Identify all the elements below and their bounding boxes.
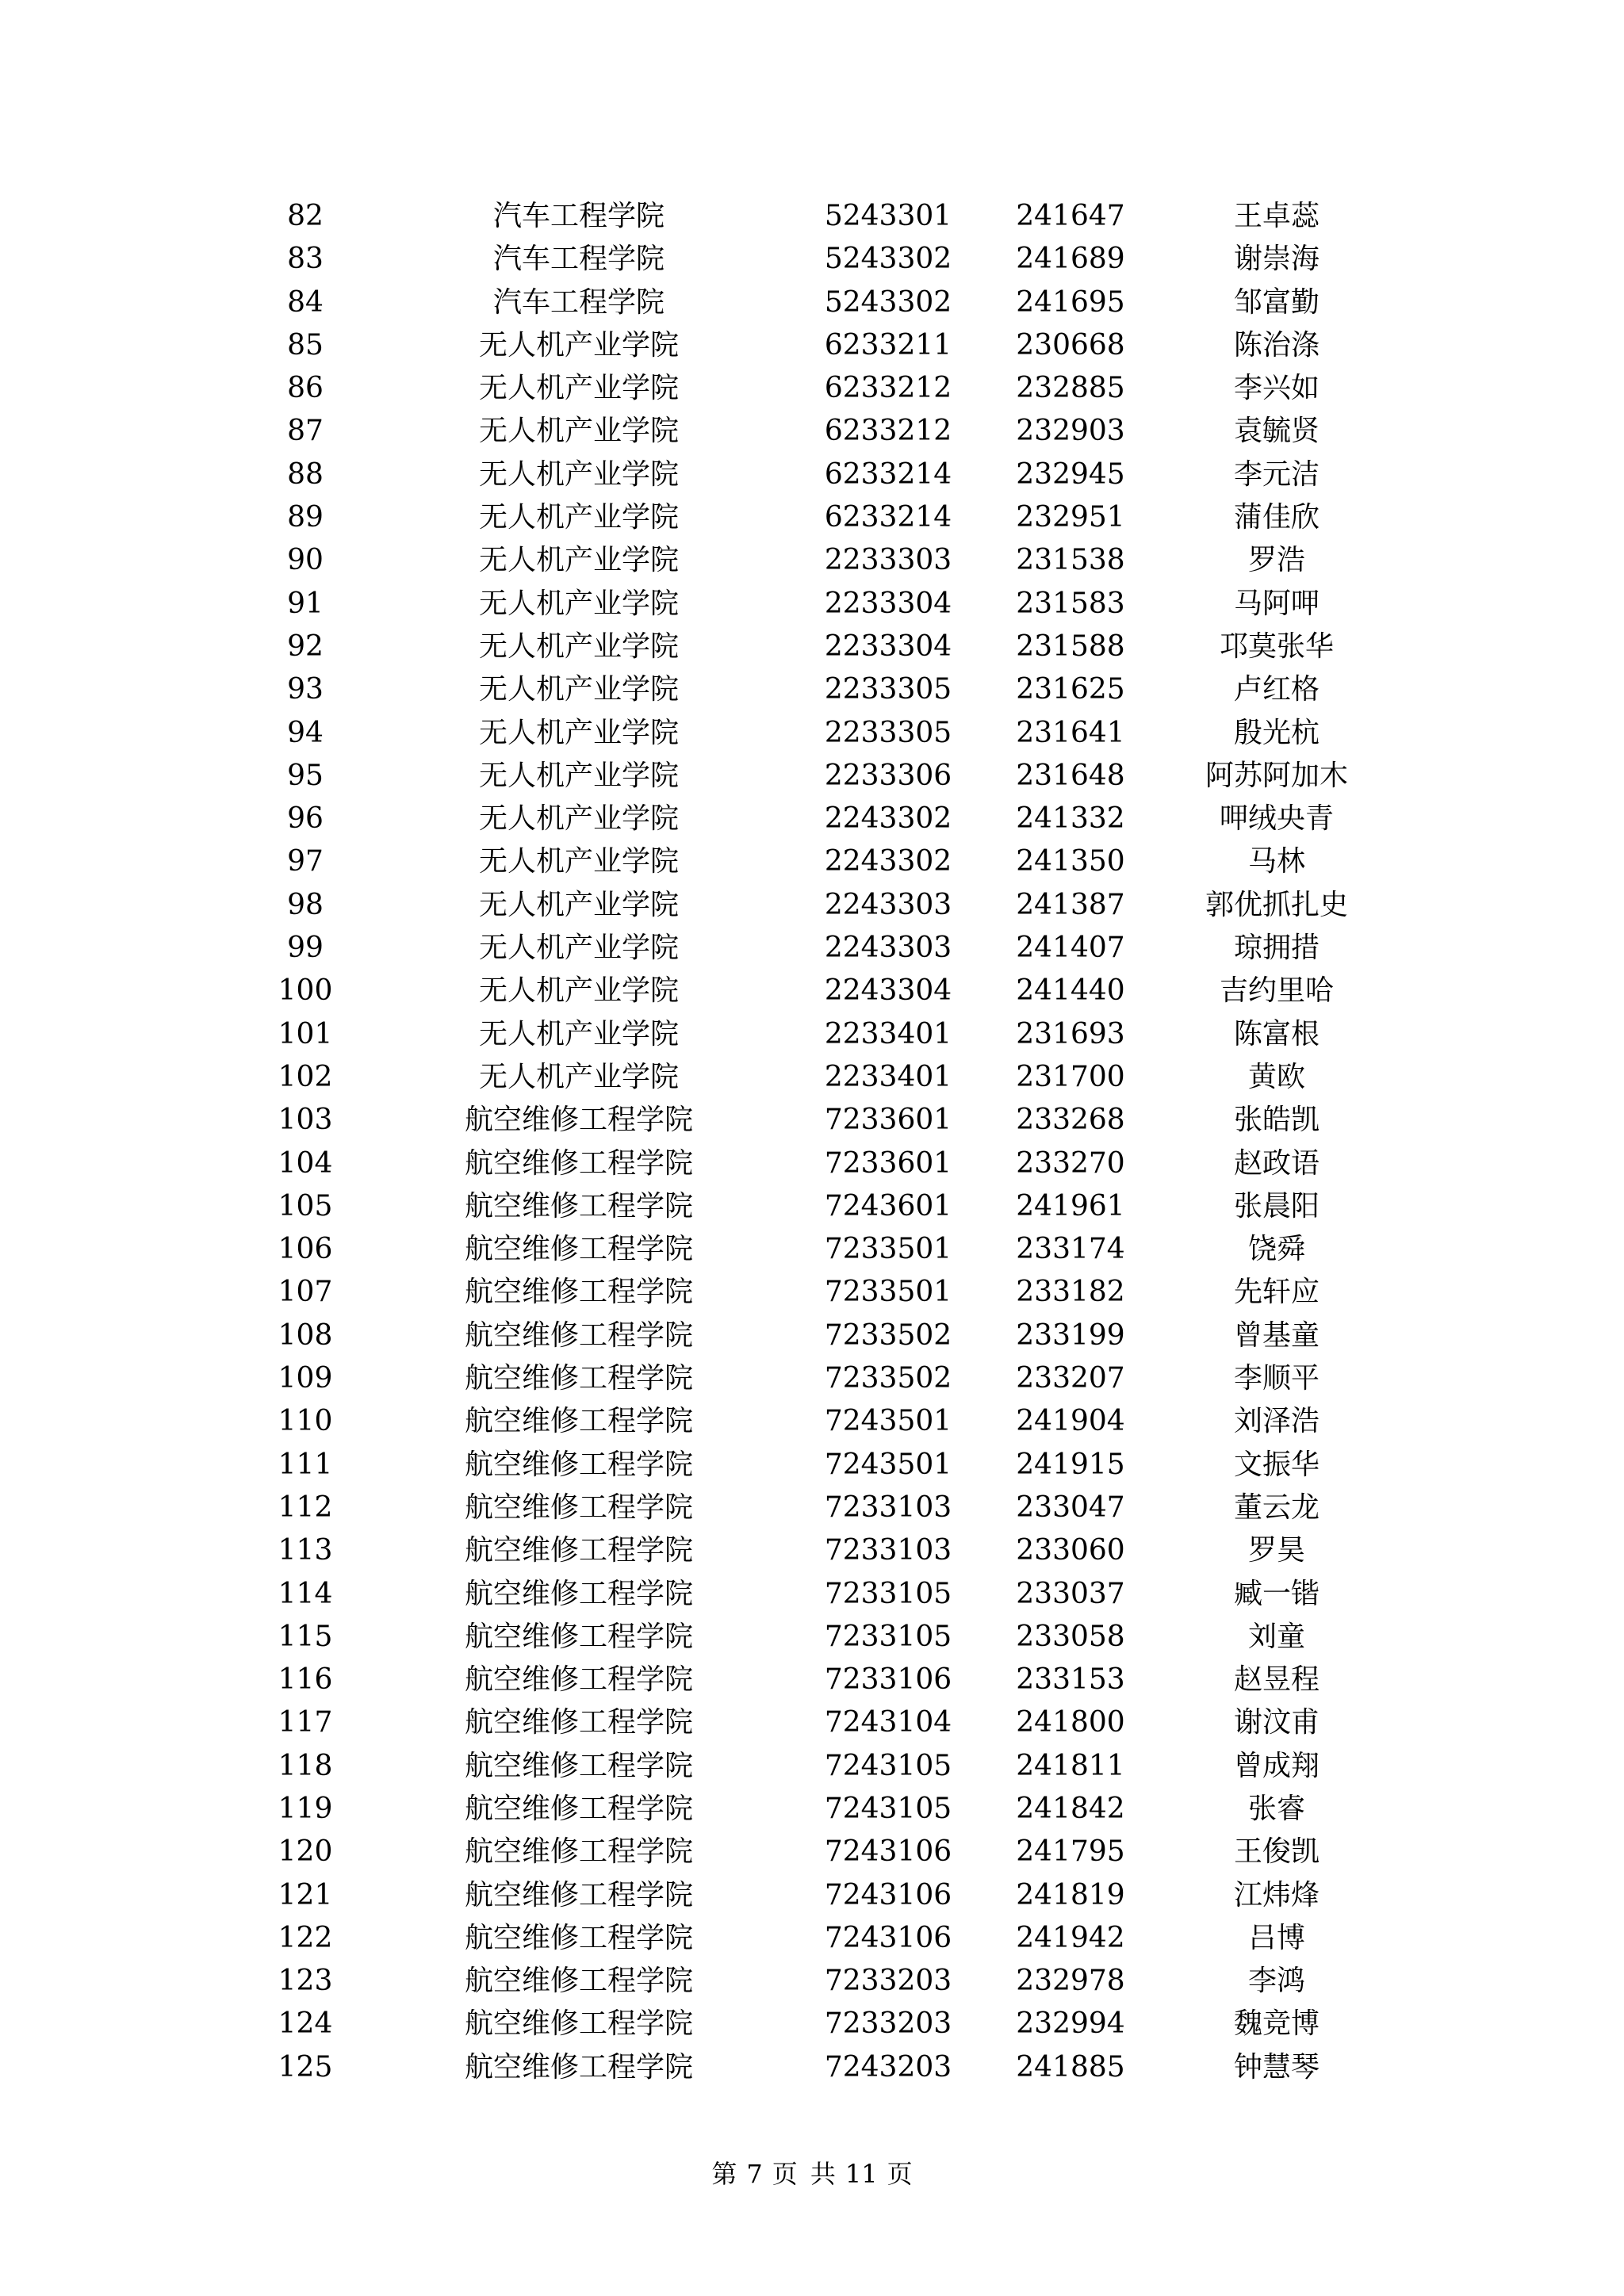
table-row: [0, 798, 1624, 840]
college-name-cell: 航空维修工程学院: [464, 1706, 693, 1739]
table-row: [0, 410, 1624, 453]
student-id-cell: 232945: [1016, 457, 1125, 491]
table-row: [0, 2046, 1624, 2089]
table-row: [0, 1960, 1624, 2003]
table-row: [0, 712, 1624, 755]
student-name-cell: 王俊凯: [1233, 1835, 1320, 1869]
class-code-cell: 5243302: [824, 243, 952, 276]
college-name-cell: 航空维修工程学院: [464, 1104, 693, 1137]
row-number-cell: 82: [287, 200, 324, 232]
student-id-cell: 241842: [1016, 1792, 1125, 1825]
college-name-cell: 无人机产业学院: [478, 328, 679, 362]
class-code-cell: 7233203: [824, 2007, 952, 2041]
college-name-cell: 无人机产业学院: [478, 673, 679, 706]
class-code-cell: 6233211: [824, 328, 952, 362]
student-name-cell: 殷光杭: [1233, 716, 1320, 749]
student-name-cell: 马林: [1247, 845, 1305, 878]
college-name-cell: 无人机产业学院: [478, 802, 679, 836]
table-row: [0, 1831, 1624, 1873]
student-name-cell: 先轩应: [1233, 1276, 1320, 1309]
college-name-cell: 无人机产业学院: [478, 759, 679, 792]
college-name-cell: 航空维修工程学院: [464, 1792, 693, 1825]
class-code-cell: 2243303: [824, 888, 952, 921]
student-id-cell: 241647: [1016, 200, 1125, 232]
student-id-cell: 231583: [1016, 587, 1125, 620]
row-number-cell: 111: [278, 1448, 333, 1481]
college-name-cell: 无人机产业学院: [478, 544, 679, 577]
row-number-cell: 94: [287, 716, 324, 749]
student-name-cell: 陈治涤: [1233, 328, 1320, 362]
class-code-cell: 7243601: [824, 1189, 952, 1223]
college-name-cell: 无人机产业学院: [478, 1017, 679, 1050]
college-name-cell: 航空维修工程学院: [464, 1490, 693, 1524]
college-name-cell: 航空维修工程学院: [464, 2050, 693, 2084]
page-footer-middle: 页 共: [772, 2159, 836, 2189]
row-number-cell: 124: [278, 2007, 333, 2041]
table-row: [0, 583, 1624, 626]
college-name-cell: 航空维修工程学院: [464, 1189, 693, 1223]
class-code-cell: 7243106: [824, 1835, 952, 1869]
student-name-cell: 赵政语: [1233, 1146, 1320, 1180]
college-name-cell: 航空维修工程学院: [464, 1362, 693, 1395]
class-code-cell: 7243106: [824, 1878, 952, 1911]
row-number-cell: 93: [287, 673, 324, 706]
student-name-cell: 阿苏阿加木: [1205, 759, 1348, 792]
row-number-cell: 114: [278, 1577, 333, 1610]
class-code-cell: 7233502: [824, 1318, 952, 1352]
class-code-cell: 7233601: [824, 1146, 952, 1180]
student-name-cell: 卢红格: [1233, 673, 1320, 706]
college-name-cell: 航空维修工程学院: [464, 1577, 693, 1610]
college-name-cell: 航空维修工程学院: [464, 1620, 693, 1653]
class-code-cell: 2243302: [824, 802, 952, 836]
row-number-cell: 92: [287, 629, 324, 663]
class-code-cell: 7233105: [824, 1577, 952, 1610]
student-id-cell: 233058: [1016, 1620, 1125, 1653]
table-row: [0, 1056, 1624, 1099]
row-number-cell: 120: [278, 1835, 333, 1869]
student-id-cell: 241811: [1016, 1749, 1125, 1782]
table-row: [0, 1573, 1624, 1616]
class-code-cell: 6233214: [824, 501, 952, 534]
row-number-cell: 121: [278, 1878, 333, 1911]
college-name-cell: 航空维修工程学院: [464, 1835, 693, 1869]
table-row: [0, 1487, 1624, 1529]
table-row: [0, 453, 1624, 496]
student-id-cell: 241915: [1016, 1448, 1125, 1481]
table-row: [0, 539, 1624, 582]
table-row: [0, 1444, 1624, 1487]
current-page-number: 7: [746, 2159, 763, 2189]
student-id-cell: 233268: [1016, 1104, 1125, 1137]
class-code-cell: 7233501: [824, 1276, 952, 1309]
table-row: [0, 1142, 1624, 1185]
class-code-cell: 7243203: [824, 2050, 952, 2084]
student-name-cell: 罗浩: [1247, 544, 1305, 577]
student-id-cell: 233174: [1016, 1233, 1125, 1266]
table-row: [0, 1788, 1624, 1831]
table-row: [0, 1659, 1624, 1701]
college-name-cell: 无人机产业学院: [478, 974, 679, 1008]
row-number-cell: 88: [287, 457, 324, 491]
student-id-cell: 241332: [1016, 802, 1125, 836]
class-code-cell: 2233304: [824, 587, 952, 620]
student-id-cell: 231700: [1016, 1060, 1125, 1093]
row-number-cell: 102: [278, 1060, 333, 1093]
college-name-cell: 航空维修工程学院: [464, 1749, 693, 1782]
college-name-cell: 无人机产业学院: [478, 1060, 679, 1093]
student-id-cell: 241695: [1016, 285, 1125, 319]
student-name-cell: 吉约里哈: [1219, 974, 1334, 1008]
page-footer-suffix: 页: [887, 2159, 913, 2189]
table-row: [0, 1529, 1624, 1572]
class-code-cell: 2233304: [824, 629, 952, 663]
roster-table: [0, 195, 1624, 2089]
class-code-cell: 2233306: [824, 759, 952, 792]
student-id-cell: 231625: [1016, 673, 1125, 706]
row-number-cell: 118: [278, 1749, 333, 1782]
student-id-cell: 232994: [1016, 2007, 1125, 2041]
table-row: [0, 195, 1624, 238]
college-name-cell: 航空维修工程学院: [464, 1878, 693, 1911]
row-number-cell: 103: [278, 1104, 333, 1137]
college-name-cell: 航空维修工程学院: [464, 2007, 693, 2041]
class-code-cell: 2233401: [824, 1017, 952, 1050]
row-number-cell: 112: [278, 1490, 333, 1524]
table-row: [0, 238, 1624, 281]
college-name-cell: 航空维修工程学院: [464, 1921, 693, 1954]
student-name-cell: 袁毓贤: [1233, 415, 1320, 448]
class-code-cell: 2243303: [824, 932, 952, 965]
row-number-cell: 98: [287, 888, 324, 921]
student-id-cell: 233047: [1016, 1490, 1125, 1524]
table-row: [0, 1271, 1624, 1314]
row-number-cell: 123: [278, 1965, 333, 1998]
student-id-cell: 241819: [1016, 1878, 1125, 1911]
row-number-cell: 90: [287, 544, 324, 577]
class-code-cell: 7233103: [824, 1490, 952, 1524]
student-name-cell: 吕博: [1247, 1921, 1305, 1954]
class-code-cell: 7233601: [824, 1104, 952, 1137]
table-row: [0, 1185, 1624, 1228]
row-number-cell: 89: [287, 501, 324, 534]
row-number-cell: 108: [278, 1318, 333, 1352]
row-number-cell: 125: [278, 2050, 333, 2084]
class-code-cell: 7243104: [824, 1706, 952, 1739]
student-name-cell: 郭优抓扎史: [1205, 888, 1348, 921]
college-name-cell: 航空维修工程学院: [464, 1276, 693, 1309]
row-number-cell: 107: [278, 1276, 333, 1309]
student-name-cell: 赵昱程: [1233, 1663, 1320, 1697]
student-name-cell: 谢崇海: [1233, 243, 1320, 276]
student-name-cell: 刘童: [1247, 1620, 1305, 1653]
table-row: [0, 1314, 1624, 1357]
college-name-cell: 汽车工程学院: [492, 285, 665, 319]
student-id-cell: 233199: [1016, 1318, 1125, 1352]
row-number-cell: 117: [278, 1706, 333, 1739]
student-id-cell: 241961: [1016, 1189, 1125, 1223]
class-code-cell: 2233305: [824, 716, 952, 749]
class-code-cell: 7233502: [824, 1362, 952, 1395]
student-name-cell: 马阿呷: [1233, 587, 1320, 620]
college-name-cell: 无人机产业学院: [478, 716, 679, 749]
row-number-cell: 87: [287, 415, 324, 448]
student-name-cell: 邛莫张华: [1219, 629, 1334, 663]
student-name-cell: 李鸿: [1247, 1965, 1305, 1998]
college-name-cell: 汽车工程学院: [492, 243, 665, 276]
page-footer-prefix: 第: [711, 2159, 737, 2189]
class-code-cell: 5243302: [824, 285, 952, 319]
college-name-cell: 航空维修工程学院: [464, 1534, 693, 1567]
class-code-cell: 7233501: [824, 1233, 952, 1266]
student-id-cell: 231641: [1016, 716, 1125, 749]
student-id-cell: 241942: [1016, 1921, 1125, 1954]
student-id-cell: 231588: [1016, 629, 1125, 663]
table-row: [0, 1745, 1624, 1788]
table-row: [0, 1013, 1624, 1056]
student-name-cell: 琼拥措: [1233, 932, 1320, 965]
college-name-cell: 无人机产业学院: [478, 845, 679, 878]
class-code-cell: 6233212: [824, 415, 952, 448]
row-number-cell: 119: [278, 1792, 333, 1825]
table-row: [0, 1400, 1624, 1443]
college-name-cell: 无人机产业学院: [478, 587, 679, 620]
class-code-cell: 7243105: [824, 1792, 952, 1825]
student-name-cell: 刘泽浩: [1233, 1405, 1320, 1438]
student-id-cell: 233207: [1016, 1362, 1125, 1395]
row-number-cell: 84: [287, 285, 324, 319]
row-number-cell: 83: [287, 243, 324, 276]
table-row: [0, 970, 1624, 1012]
class-code-cell: 2233305: [824, 673, 952, 706]
table-row: [0, 840, 1624, 883]
student-id-cell: 230668: [1016, 328, 1125, 362]
table-row: [0, 1357, 1624, 1400]
student-name-cell: 罗昊: [1247, 1534, 1305, 1567]
student-id-cell: 231693: [1016, 1017, 1125, 1050]
student-name-cell: 钟慧琴: [1233, 2050, 1320, 2084]
table-row: [0, 1228, 1624, 1271]
student-id-cell: 233037: [1016, 1577, 1125, 1610]
class-code-cell: 2243302: [824, 845, 952, 878]
row-number-cell: 109: [278, 1362, 333, 1395]
class-code-cell: 7233203: [824, 1965, 952, 1998]
student-id-cell: 233270: [1016, 1146, 1125, 1180]
row-number-cell: 97: [287, 845, 324, 878]
student-id-cell: 241795: [1016, 1835, 1125, 1869]
student-id-cell: 241689: [1016, 243, 1125, 276]
student-name-cell: 邹富勤: [1233, 285, 1320, 319]
college-name-cell: 无人机产业学院: [478, 501, 679, 534]
table-row: [0, 2003, 1624, 2045]
table-row: [0, 281, 1624, 324]
row-number-cell: 105: [278, 1189, 333, 1223]
row-number-cell: 100: [278, 974, 333, 1008]
row-number-cell: 95: [287, 759, 324, 792]
table-row: [0, 324, 1624, 367]
student-name-cell: 谢汶甫: [1233, 1706, 1320, 1739]
student-name-cell: 李元洁: [1233, 457, 1320, 491]
table-row: [0, 668, 1624, 711]
college-name-cell: 无人机产业学院: [478, 372, 679, 405]
table-row: [0, 1099, 1624, 1142]
student-id-cell: 232951: [1016, 501, 1125, 534]
class-code-cell: 2243304: [824, 974, 952, 1008]
college-name-cell: 航空维修工程学院: [464, 1405, 693, 1438]
student-name-cell: 文振华: [1233, 1448, 1320, 1481]
class-code-cell: 2233401: [824, 1060, 952, 1093]
row-number-cell: 85: [287, 328, 324, 362]
student-id-cell: 241350: [1016, 845, 1125, 878]
college-name-cell: 航空维修工程学院: [464, 1448, 693, 1481]
class-code-cell: 7243106: [824, 1921, 952, 1954]
student-id-cell: 241904: [1016, 1405, 1125, 1438]
page-footer: [0, 2158, 1624, 2190]
college-name-cell: 无人机产业学院: [478, 415, 679, 448]
class-code-cell: 7233105: [824, 1620, 952, 1653]
student-id-cell: 232903: [1016, 415, 1125, 448]
college-name-cell: 航空维修工程学院: [464, 1965, 693, 1998]
class-code-cell: 7233106: [824, 1663, 952, 1697]
class-code-cell: 2233303: [824, 544, 952, 577]
row-number-cell: 101: [278, 1017, 333, 1050]
college-name-cell: 航空维修工程学院: [464, 1233, 693, 1266]
student-id-cell: 241800: [1016, 1706, 1125, 1739]
student-name-cell: 董云龙: [1233, 1490, 1320, 1524]
table-row: [0, 1874, 1624, 1917]
student-id-cell: 241440: [1016, 974, 1125, 1008]
table-row: [0, 884, 1624, 927]
student-id-cell: 231538: [1016, 544, 1125, 577]
table-row: [0, 626, 1624, 668]
student-name-cell: 王卓蕊: [1233, 200, 1320, 232]
table-row: [0, 496, 1624, 539]
row-number-cell: 115: [278, 1620, 333, 1653]
student-name-cell: 呷绒央青: [1219, 802, 1334, 836]
row-number-cell: 91: [287, 587, 324, 620]
class-code-cell: 6233212: [824, 372, 952, 405]
class-code-cell: 7243501: [824, 1405, 952, 1438]
row-number-cell: 99: [287, 932, 324, 965]
college-name-cell: 航空维修工程学院: [464, 1663, 693, 1697]
college-name-cell: 航空维修工程学院: [464, 1146, 693, 1180]
class-code-cell: 6233214: [824, 457, 952, 491]
student-id-cell: 233153: [1016, 1663, 1125, 1697]
total-page-count: 11: [845, 2159, 878, 2189]
college-name-cell: 无人机产业学院: [478, 888, 679, 921]
student-name-cell: 江炜烽: [1233, 1878, 1320, 1911]
table-row: [0, 1616, 1624, 1659]
student-id-cell: 231648: [1016, 759, 1125, 792]
table-row: [0, 1917, 1624, 1960]
student-name-cell: 黄欧: [1247, 1060, 1305, 1093]
row-number-cell: 110: [278, 1405, 333, 1438]
student-name-cell: 魏竞博: [1233, 2007, 1320, 2041]
college-name-cell: 航空维修工程学院: [464, 1318, 693, 1352]
student-id-cell: 233060: [1016, 1534, 1125, 1567]
class-code-cell: 7243105: [824, 1749, 952, 1782]
class-code-cell: 5243301: [824, 200, 952, 232]
student-name-cell: 张皓凯: [1233, 1104, 1320, 1137]
row-number-cell: 86: [287, 372, 324, 405]
student-name-cell: 曾成翔: [1233, 1749, 1320, 1782]
row-number-cell: 96: [287, 802, 324, 836]
student-name-cell: 陈富根: [1233, 1017, 1320, 1050]
class-code-cell: 7233103: [824, 1534, 952, 1567]
student-name-cell: 李顺平: [1233, 1362, 1320, 1395]
college-name-cell: 无人机产业学院: [478, 629, 679, 663]
student-name-cell: 李兴如: [1233, 372, 1320, 405]
student-id-cell: 233182: [1016, 1276, 1125, 1309]
student-id-cell: 241387: [1016, 888, 1125, 921]
student-name-cell: 张睿: [1247, 1792, 1305, 1825]
student-name-cell: 曾基童: [1233, 1318, 1320, 1352]
student-name-cell: 张晨阳: [1233, 1189, 1320, 1223]
student-name-cell: 蒲佳欣: [1233, 501, 1320, 534]
table-row: [0, 367, 1624, 410]
college-name-cell: 无人机产业学院: [478, 457, 679, 491]
student-name-cell: 饶舜: [1247, 1233, 1305, 1266]
row-number-cell: 113: [278, 1534, 333, 1567]
student-id-cell: 232885: [1016, 372, 1125, 405]
class-code-cell: 7243501: [824, 1448, 952, 1481]
college-name-cell: 汽车工程学院: [492, 200, 665, 232]
row-number-cell: 106: [278, 1233, 333, 1266]
row-number-cell: 116: [278, 1663, 333, 1697]
college-name-cell: 无人机产业学院: [478, 932, 679, 965]
student-id-cell: 241407: [1016, 932, 1125, 965]
table-row: [0, 927, 1624, 970]
student-name-cell: 臧一锴: [1233, 1577, 1320, 1610]
table-row: [0, 755, 1624, 798]
row-number-cell: 104: [278, 1146, 333, 1180]
student-id-cell: 232978: [1016, 1965, 1125, 1998]
row-number-cell: 122: [278, 1921, 333, 1954]
table-row: [0, 1701, 1624, 1744]
student-id-cell: 241885: [1016, 2050, 1125, 2084]
